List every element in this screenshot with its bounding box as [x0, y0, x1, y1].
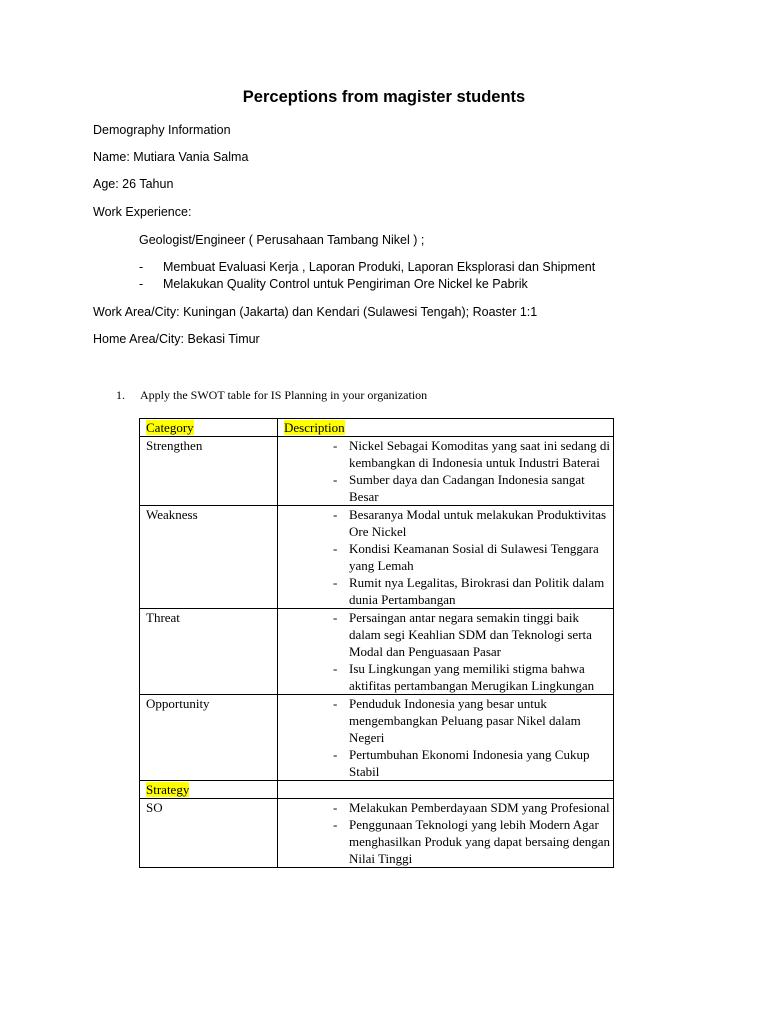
swot-row-opportunity: [140, 695, 614, 781]
description-item: [284, 574, 613, 608]
dash-marker: -: [333, 507, 338, 522]
page-title: Perceptions from magister students: [242, 88, 526, 106]
description-item: [284, 695, 613, 746]
description-text: Sumber daya dan Cadangan Indonesia sangat Besar: [349, 472, 585, 504]
description-item: [284, 437, 613, 471]
dash-marker: -: [333, 541, 338, 556]
description-text: Kondisi Keamanan Sosial di Sulawesi Tenggara yang Lemah: [349, 541, 599, 573]
description-text: Persaingan antar negara semakin tinggi baik dalam segi Keahlian SDM dan Teknologi serta Modal dan Penguasaan Pasar: [349, 610, 592, 659]
duty-text: Membuat Evaluasi Kerja , Laporan Produki, Laporan Eksplorasi dan Shipment: [163, 260, 596, 274]
dash-marker: -: [139, 260, 144, 274]
description-item: [284, 746, 613, 780]
description-item: [284, 816, 613, 867]
description-item: [284, 540, 613, 574]
dash-marker: -: [333, 610, 338, 625]
strategy-empty-cell: [278, 781, 614, 799]
description-item: [284, 660, 613, 694]
category-cell: Opportunity: [140, 695, 278, 781]
description-text: Rumit nya Legalitas, Birokrasi dan Politik dalam dunia Pertambangan: [349, 575, 605, 607]
swot-row-weakness: [140, 506, 614, 609]
question-number: 1.: [116, 388, 125, 402]
description-cell: [278, 609, 614, 695]
description-text: Penggunaan Teknologi yang lebih Modern Agar menghasilkan Produk yang dapat bersaing dengan Nilai Tinggi: [349, 817, 611, 866]
description-item: [284, 799, 613, 816]
strategy-cell: [140, 781, 278, 799]
question-text: Apply the SWOT table for IS Planning in your organization: [140, 388, 428, 402]
swot-row-threat: [140, 609, 614, 695]
category-cell: Strengthen: [140, 437, 278, 506]
category-cell: SO: [140, 799, 278, 868]
swot-strategy-row: [140, 781, 614, 799]
dash-marker: -: [333, 817, 338, 832]
swot-header-row: [140, 419, 614, 437]
description-text: Nickel Sebagai Komoditas yang saat ini sedang di kembangkan di Indonesia untuk Industri Baterai: [349, 438, 611, 470]
description-text: Melakukan Pemberdayaan SDM yang Profesional: [349, 800, 610, 815]
swot-table: [139, 418, 614, 868]
header-category-cell: [140, 419, 278, 437]
description-item: [284, 471, 613, 505]
description-text: Pertumbuhan Ekonomi Indonesia yang Cukup Stabil: [349, 747, 590, 779]
dash-marker: -: [333, 438, 338, 453]
header-description: Description: [284, 420, 345, 435]
home-area-line: Home Area/City: Bekasi Timur: [93, 332, 260, 346]
description-cell: [278, 695, 614, 781]
role-line: Geologist/Engineer ( Perusahaan Tambang Nikel ) ;: [139, 233, 425, 247]
demography-heading: Demography Information: [93, 123, 231, 137]
work-area-line: Work Area/City: Kuningan (Jakarta) dan Kendari (Sulawesi Tengah); Roaster 1:1: [93, 305, 538, 319]
name-line: Name: Mutiara Vania Salma: [93, 150, 249, 164]
description-cell: [278, 799, 614, 868]
description-item: [284, 609, 613, 660]
work-experience-label: Work Experience:: [93, 205, 192, 219]
swot-row-so: [140, 799, 614, 868]
dash-marker: -: [139, 277, 144, 291]
dash-marker: -: [333, 575, 338, 590]
category-cell: Weakness: [140, 506, 278, 609]
dash-marker: -: [333, 800, 338, 815]
age-line: Age: 26 Tahun: [93, 177, 174, 191]
description-text: Isu Lingkungan yang memiliki stigma bahwa aktifitas pertambangan Merugikan Lingkungan: [349, 661, 595, 693]
category-cell: Threat: [140, 609, 278, 695]
description-cell: [278, 506, 614, 609]
dash-marker: -: [333, 472, 338, 487]
dash-marker: -: [333, 747, 338, 762]
description-text: Besaranya Modal untuk melakukan Produktivitas Ore Nickel: [349, 507, 607, 539]
description-item: [284, 506, 613, 540]
header-category: Category: [146, 420, 194, 435]
strategy-label: Strategy: [146, 782, 190, 797]
dash-marker: -: [333, 661, 338, 676]
header-description-cell: [278, 419, 614, 437]
duty-text: Melakukan Quality Control untuk Pengiriman Ore Nickel ke Pabrik: [163, 277, 528, 291]
description-text: Penduduk Indonesia yang besar untuk mengembangkan Peluang pasar Nikel dalam Negeri: [349, 696, 581, 745]
dash-marker: -: [333, 696, 338, 711]
swot-row-strengthen: [140, 437, 614, 506]
description-cell: [278, 437, 614, 506]
